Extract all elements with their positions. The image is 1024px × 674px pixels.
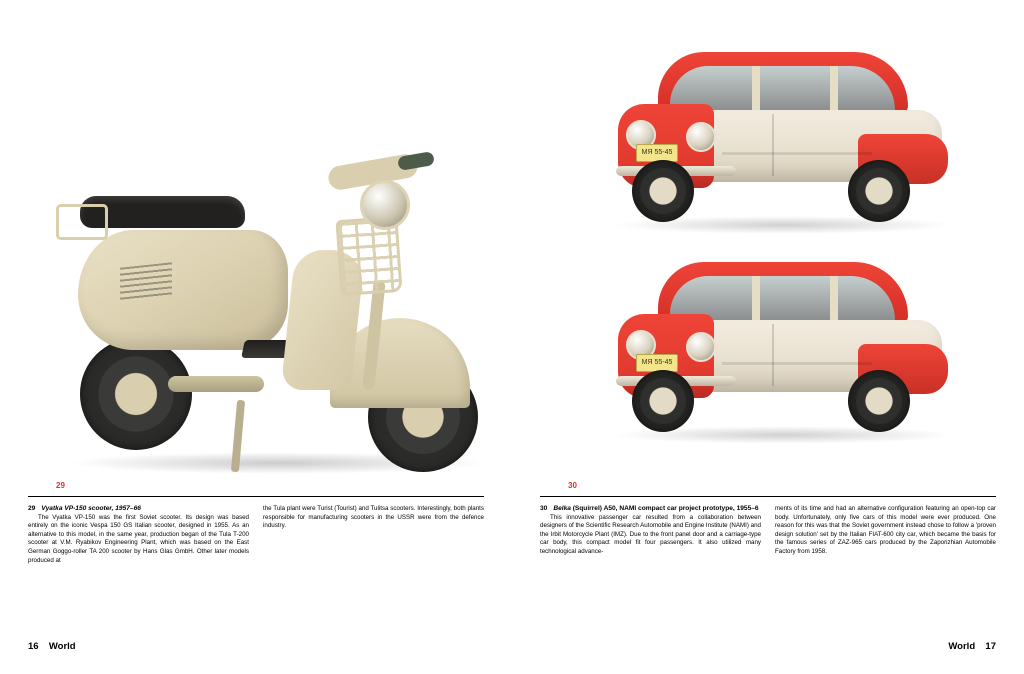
belka-car-rear-view [602,258,962,448]
figure-number-29: 29 [56,481,65,490]
car-front-wheel-top [632,160,694,222]
right-figure-number-row [540,470,996,490]
right-caption-column-1 [540,505,761,557]
caption-text-30-col1: This innovative passenger car resulted from a collaboration between designers of the Scientific Research Automobile and Engine Institute (NAMI) and the Irbit Motorcycle Plant (IMZ). Due to the front panel door and a carriage-type car body, this compact model fit four passengers. It also utilized many technological advance- [540,513,761,555]
folio-right-number: 17 [985,641,996,652]
left-caption-column-1 [28,505,249,565]
left-caption-column-2 [263,505,484,565]
caption-title-30-rest: (Squirrel) A50, NAMI compact car project prototype, 1955–6 [572,505,759,512]
folio-left-number: 16 [28,641,39,652]
caption-number-30: 30 [540,505,548,512]
microcar-figures [540,0,996,470]
scooter-body [78,230,288,350]
scooter-figure [28,0,484,470]
headlamp-icon-right-bottom [686,332,716,362]
right-page [512,0,1024,674]
car-rear-wheel-bottom [848,370,910,432]
car-side-trim-bottom [722,362,872,365]
right-caption-rule [540,496,996,497]
caption-title-29: Vyatka VP-150 scooter, 1957–66 [41,505,141,512]
scooter-rear-wheel [80,338,192,450]
licence-plate-bottom: МЯ 55-45 [636,354,678,372]
licence-plate-top: МЯ 55-45 [636,144,678,162]
headlamp-icon-right-top [686,122,716,152]
car-door-seam-top [772,114,774,176]
belka-car-front-view [602,48,962,238]
right-caption-column-2 [775,505,996,557]
car-front-wheel-bottom [632,370,694,432]
figure-number-30: 30 [568,481,577,490]
caption-title-30-italic: Belka [553,505,571,512]
caption-text-29-col2: the Tula plant were Turist (Tourist) and Tulitsa scooters. Interestingly, both plants responsible for manufacturing scooters in the USSR were from the defence industry. [263,505,484,530]
left-caption [28,505,484,565]
car-door-seam-bottom [772,324,774,386]
caption-number-29: 29 [28,505,36,512]
folio-left-label: World [48,641,76,652]
folio-left [28,641,76,652]
scooter-exhaust [168,376,264,392]
right-caption [540,505,996,557]
left-caption-rule [28,496,484,497]
folio-right [948,641,996,652]
car-rear-wheel-top [848,160,910,222]
folio-right-label: World [948,641,976,652]
caption-text-30-col2: ments of its time and had an alternative configuration featuring an open-top car body. Unfortunately, only five cars of this model were ever produced. One reason for this was that the Soviet government instead chose to follow a 'proven design solution' set by the Italian FIAT-600 city car, which became the basis for the famous series of ZAZ-965 cars produced by the Zaporizhian Automobile Factory from 1958. [775,505,996,555]
scooter-rear-rack [56,204,108,240]
left-figure-number-row [28,470,484,490]
scooter-headlamp-icon [360,180,410,230]
caption-text-29-col1: The Vyatka VP-150 was the first Soviet scooter. Its design was based entirely on the iconic Vespa 150 GS Italian scooter, designed in 1955. As an alternative to this model, in the same year, production began of the Tula T-200 scooter at V.M. Ryabikov Engineering Plant, which was based on the East German Goggo-roller TA 200 scooter by Hans Glas GmbH. Other later models produced at [28,513,249,564]
scooter-vent-grille [120,262,172,301]
scooter-illustration [38,100,478,420]
car-side-trim-top [722,152,872,155]
